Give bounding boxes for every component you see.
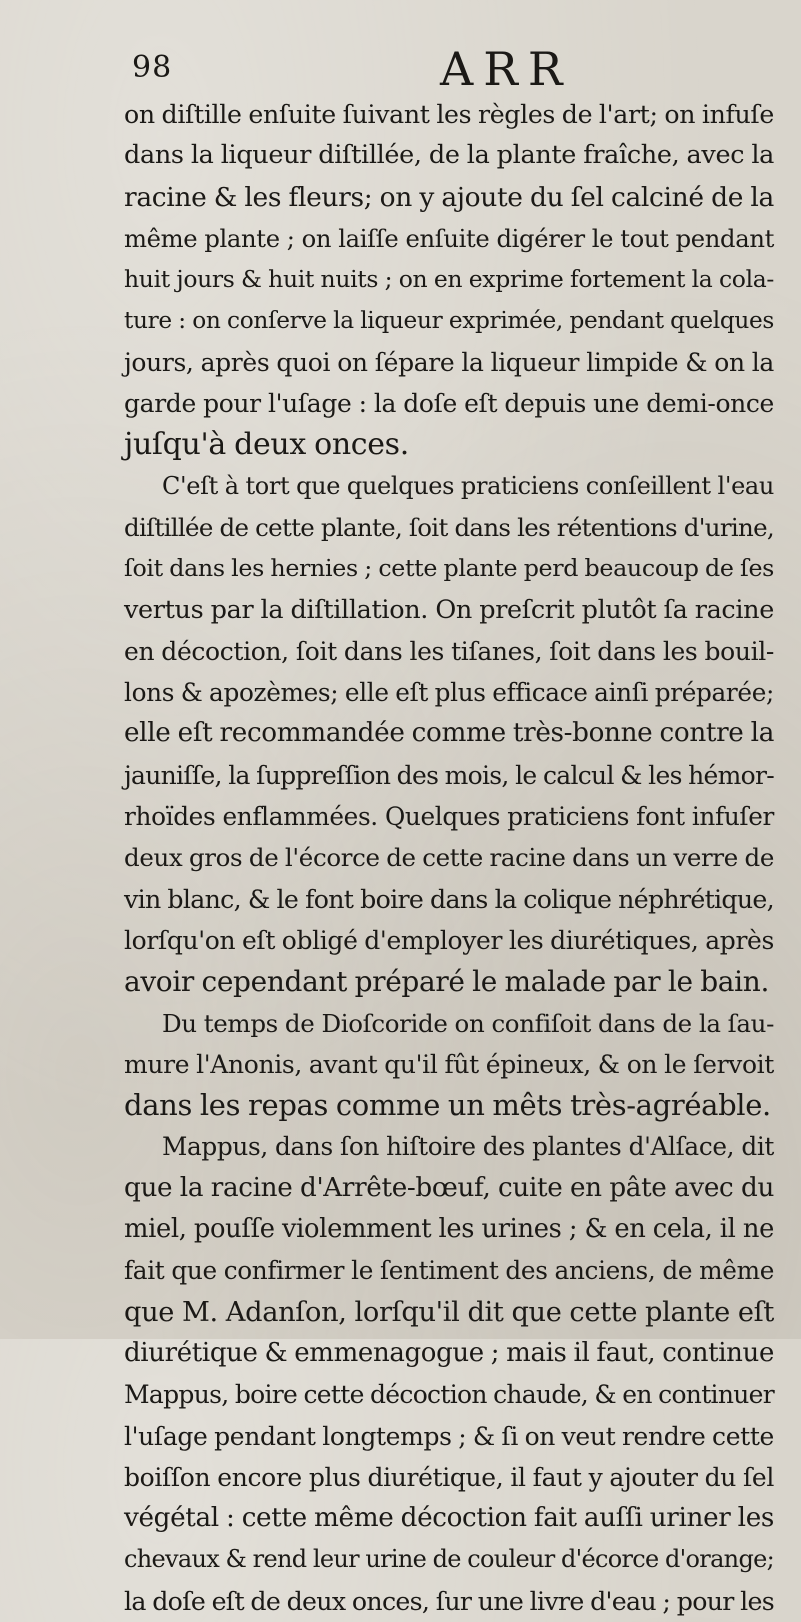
text-line: on diſtille enſuite ſuivant les règles de l'art; on infuſe [124,100,774,129]
text-line: Mappus, dans ſon hiſtoire des plantes d'Alſace, dit [162,1132,774,1162]
text-line: lons & apozèmes; elle eſt plus efficace ainſi préparée; [124,678,774,708]
text-line: elle eſt recommandée comme très-bonne contre la [124,718,774,749]
text-line: juſqu'à deux onces. [124,427,409,463]
text-line: ture : on conſerve la liqueur exprimée, pendant quelques [124,307,774,335]
text-line: boiſſon encore plus diurétique, il faut y ajouter du ſel [124,1462,774,1492]
text-line: C'eſt à tort que quelques praticiens conſeillent l'eau [162,471,774,500]
text-line: l'uſage pendant longtemps ; & ſi on veut rendre cette [124,1421,774,1451]
text-line: huit jours & huit nuits ; on en exprime fortement la cola- [124,265,774,294]
text-line: même plante ; on laiſſe enſuite digérer le tout pendant [124,223,774,253]
text-line: avoir cependant préparé le malade par le bain. [124,965,769,999]
text-line: fait que confirmer le ſentiment des anciens, de même [124,1256,774,1286]
text-line: diſtillée de cette plante, ſoit dans les rétentions d'urine, [124,512,774,542]
text-line: que M. Adanſon, lorſqu'il dit que cette plante eſt [124,1296,774,1328]
text-line: en décoction, ſoit dans les tiſanes, ſoit dans les bouil- [124,636,774,666]
text-line: jauniſſe, la ſuppreſſion des mois, le calcul & les hémor- [124,760,774,790]
page-number: 98 [132,50,173,85]
text-line: Mappus, boire cette décoction chaude, & en continuer [124,1380,774,1410]
text-line: vin blanc, & le font boire dans la colique néphrétique, [124,884,774,914]
text-line: garde pour l'uſage : la doſe eſt depuis une demi-once [124,389,774,419]
text-line: chevaux & rend leur urine de couleur d'écorce d'orange; [124,1545,774,1574]
paragraph [124,466,774,1003]
text-line: la doſe eſt de deux onces, ſur une livre d'eau ; pour les [124,1586,774,1616]
text-line: Du temps de Dioſcoride on confiſoit dans de la ſau- [162,1008,774,1038]
page-header [110,42,741,96]
text-line: dans la liqueur diſtillée, de la plante fraîche, avec la [124,140,774,171]
text-line: que la racine d'Arrête-bœuf, cuite en pâte avec du [124,1172,774,1203]
body-text [124,94,774,1622]
text-line: mure l'Anonis, avant qu'il fût épineux, & on le ſervoit [124,1049,774,1079]
text-line: diurétique & emmenagogue ; mais il faut, continue [124,1337,774,1368]
text-line: ſoit dans les hernies ; cette plante perd beaucoup de ſes [124,554,774,583]
text-line: jours, après quoi on ſépare la liqueur limpide & on la [124,347,774,377]
text-line: dans les repas comme un mêts très-agréable. [124,1088,771,1123]
text-line: végétal : cette même décoction fait auſſi uriner les [124,1503,774,1534]
text-line: vertus par la diſtillation. On preſcrit plutôt ſa racine [124,594,774,625]
text-line: miel, pouſſe violemment les urines ; & en cela, il ne [124,1214,774,1245]
paragraph [124,94,774,466]
text-line: lorſqu'on eſt obligé d'employer les diurétiques, après [124,925,774,955]
paragraph [124,1003,774,1127]
text-line: rhoïdes enflammées. Quelques praticiens font infuſer [124,802,774,832]
text-line: racine & les fleurs; on y ajoute du ſel calciné de la [124,181,774,213]
running-head: ARR [440,42,573,96]
text-line: deux gros de l'écorce de cette racine dans un verre de [124,843,774,873]
paragraph [124,1126,774,1622]
